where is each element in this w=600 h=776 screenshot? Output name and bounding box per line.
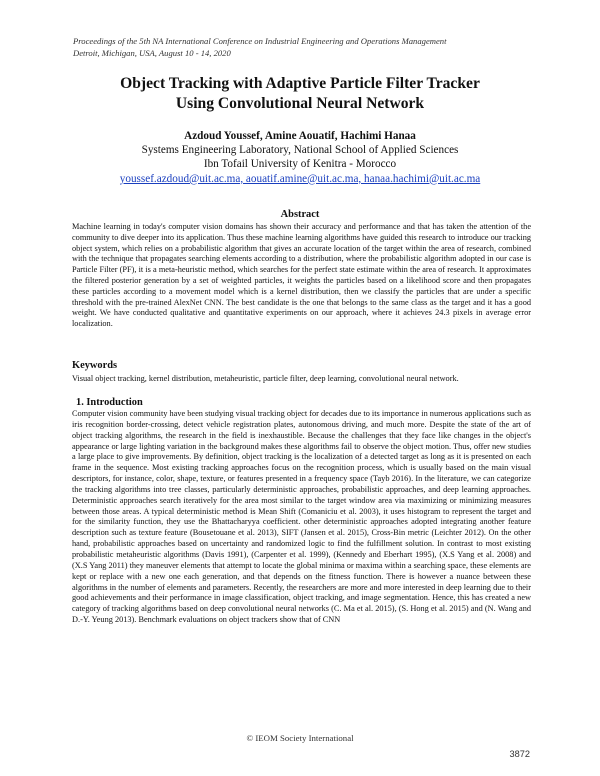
copyright-footer: © IEOM Society International [246,733,354,743]
author-affiliation-1: Systems Engineering Laboratory, National School of Applied Sciences [141,144,459,157]
running-head-line-2: Detroit, Michigan, USA, August 10 - 14, 2020 [73,48,231,58]
author-block [60,129,540,186]
page-number: 3872 [509,749,530,759]
running-head-line-1: Proceedings of the 5th NA International Conference on Industrial Engineering and Operations Management [73,36,447,46]
author-emails-link[interactable]: youssef.azdoud@uit.ac.ma, aouatif.amine@uit.ac.ma, hanaa.hachimi@uit.ac.ma [119,172,481,185]
paper-title [40,74,560,114]
abstract-heading: Abstract [280,209,320,220]
introduction-heading: 1. Introduction [76,397,143,408]
introduction-text: Computer vision community have been studying visual tracking object for decades due to its importance in numerous applications such as iris recognition border-crossing, detect vehicle registration plates, autonomous driving, and much more. Despite the state of the art of object tracking algorithms, the research in the field is inexhaustible. Because the challenges that they face like changes in the object's appearance or large lighting variation in the background makes these algorithms fail to observe the object motion. Thus, offer new studies a large place to give improvements. By definition, object tracking is the localization of a detected target as long as it is presented on each frame in the sequence. Most existing tracking approaches focus on the recognition process, which is usually based on the main visual descriptors, for instance, color, shape, texture, or features presented in a frequency space (Tayb 2016). In the literature, we can categorize the tracking algorithms into tree classes, particularly deterministic approaches, probabilistic approaches, and deep learning approaches. Deterministic approaches search iteratively for the area most similar to the target window area via maximizing or minimizing measures between those areas. A typical deterministic method is Mean Shift (Comaniciu et al. 2003), it uses histogram to represent the target and for the similarity function, they use the Bhattacharyya coefficient. other deterministic approaches adopted integrating another feature description such as texture feature (Bousetouane et al. 2013), SIFT (Jansen et al. 2015), Cross-Bin metric (Leichter 2012). On the other hand, probabilistic approaches based on uncertainty and randomized logic to find the fulfillment solution. In contrast to most existing probabilistic metaheuristic algorithms (Davis 1991), (Carpenter et al. 1999), (Kennedy and Eberhart 1995), (X.S Yang et al. 2008) and (X.S Yang 2011) they maneuver elements that attempt to locate the global minima or maxima within a searching space, these elements are kept or replace with a new one each generation, and that depends on the fitness function. There is however a nuance between these algorithms in the number of elements and parameters. Recently, the researchers are more and more interested in deep learning due to their good achievements and their performance in image classification, object tracking, and image segmentation. Hence, this has created a new category of tracking algorithms based on deep convolutional neural networks (C. Ma et al. 2015), (S. Hong et al. 2015) and (N. Wang and D.-Y. Yeung 2013). Benchmark evaluations on object trackers show that of CNN [72,409,531,625]
author-names: Azdoud Youssef, Amine Aouatif, Hachimi Hanaa [184,130,416,142]
keywords-text: Visual object tracking, kernel distribution, metaheuristic, particle filter, deep learning, convolutional neural network. [72,374,459,383]
author-affiliation-2: Ibn Tofail University of Kenitra - Morocco [203,158,397,171]
running-head [73,35,533,59]
paper-title-line-1: Object Tracking with Adaptive Particle Filter Tracker [120,75,480,92]
abstract-text: Machine learning in today's computer vision domains has shown their accuracy and performance and that has taken the attention of the community to dive deeper into its application. Thus these machine learning algorithms have guided this research to introduce our tracking object system, which relies on a probabilistic algorithm that gives an accurate location of the target within the area of research, combined with the technique that propagates searching elements according to a distribution, where the probabilistic algorithm adopted in our case is Particle Filter (PF), it is a meta-heuristic method, which searches for the perfect state estimate within the area of research. It approximates the filtered posterior generation by a set of weighted particles, it weights the particles based on a likelihood score and then propagates these particles according to a movement model which is a kernel distribution, then we classify the particles that are under a specific threshold with the pre-trained AlexNet CNN. The best candidate is the one that belongs to the same class as the target and it has a good weight. We have conducted qualitative and quantitative experiments on our approach, where it achieves 24.3 pixels in average error localization. [72,222,531,329]
keywords-heading: Keywords [72,360,118,371]
paper-title-line-2: Using Convolutional Neural Network [175,95,425,112]
